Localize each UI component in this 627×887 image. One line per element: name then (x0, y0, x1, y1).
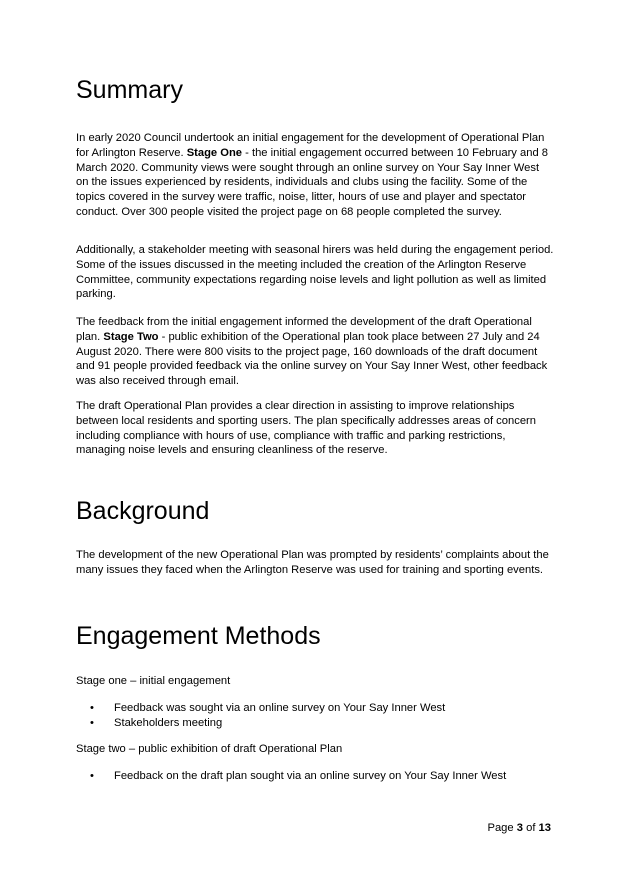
summary-paragraph-2: Additionally, a stakeholder meeting with seasonal hirers was held during the engagement period. Some of the issues discussed in the meeting included the creation of the Arlington Reserve Committee, community expectations regarding noise levels and light pollution as well as limited parking. (76, 244, 554, 301)
summary-paragraph-3 (76, 315, 554, 389)
list-item (76, 701, 445, 716)
bullet-icon: • (90, 702, 94, 714)
bullet-icon: • (90, 770, 94, 782)
summary-p1-text-a: In early 2020 Council undertook an initial engagement for the development of Operational Plan for Arlington Reserve. (76, 132, 545, 159)
stage-one-list (76, 701, 445, 732)
summary-paragraph-4: The draft Operational Plan provides a clear direction in assisting to improve relationships between local residents and sporting users. The plan specifically addresses areas of concern including compliance with hours of use, compliance with traffic and parking restrictions, managing noise levels and ensuring cleanliness of the reserve. (76, 400, 536, 457)
summary-p3-text-a: The feedback from the initial engagement informed the development of the draft Operational plan. (76, 316, 532, 343)
background-paragraph-1: The development of the new Operational Plan was prompted by residents’ complaints about the many issues they faced when the Arlington Reserve was used for training and sporting events. (76, 549, 549, 576)
bullet-icon: • (90, 717, 94, 730)
engagement-methods-heading: Engagement Methods (76, 622, 321, 650)
footer-total-pages: 13 (538, 822, 551, 834)
page-number-footer (488, 821, 552, 835)
list-item-text: Stakeholders meeting (114, 717, 223, 730)
stage-two-label: Stage two – public exhibition of draft Operational Plan (76, 743, 343, 755)
footer-page-word: Page (487, 822, 514, 834)
list-item-text: Feedback on the draft plan sought via an online survey on Your Say Inner West (114, 770, 507, 782)
summary-p3-text-c: - public exhibition of the Operational plan took place between 27 July and 24 August 2020. There were 800 visits to the project page, 160 downloads of the draft document and 91 people provided feedback via the online survey on Your Say Inner West, other feedback was also received through email. (76, 330, 548, 388)
summary-heading: Summary (76, 76, 183, 104)
background-heading: Background (76, 497, 210, 525)
list-item (76, 769, 506, 784)
stage-two-bold: Stage Two (103, 330, 159, 343)
footer-of-word: of (526, 822, 536, 834)
stage-two-list (76, 769, 506, 784)
summary-p1-text-c: - the initial engagement occurred between 10 February and 8 March 2020. Community views were sought through an online survey on Your Say Inner West on the issues experienced by residents, individuals and clubs using the facility. Some of the topics covered in the survey were traffic, noise, litter, hours of use and player and spectator conduct. Over 300 people visited the project page on 68 people completed the survey. (76, 146, 549, 218)
summary-paragraph-1 (76, 131, 554, 220)
list-item (76, 716, 445, 731)
stage-one-label: Stage one – initial engagement (76, 675, 231, 687)
list-item-text: Feedback was sought via an online survey on Your Say Inner West (114, 702, 446, 714)
stage-one-bold: Stage One (186, 146, 243, 159)
footer-current-page: 3 (516, 822, 523, 834)
